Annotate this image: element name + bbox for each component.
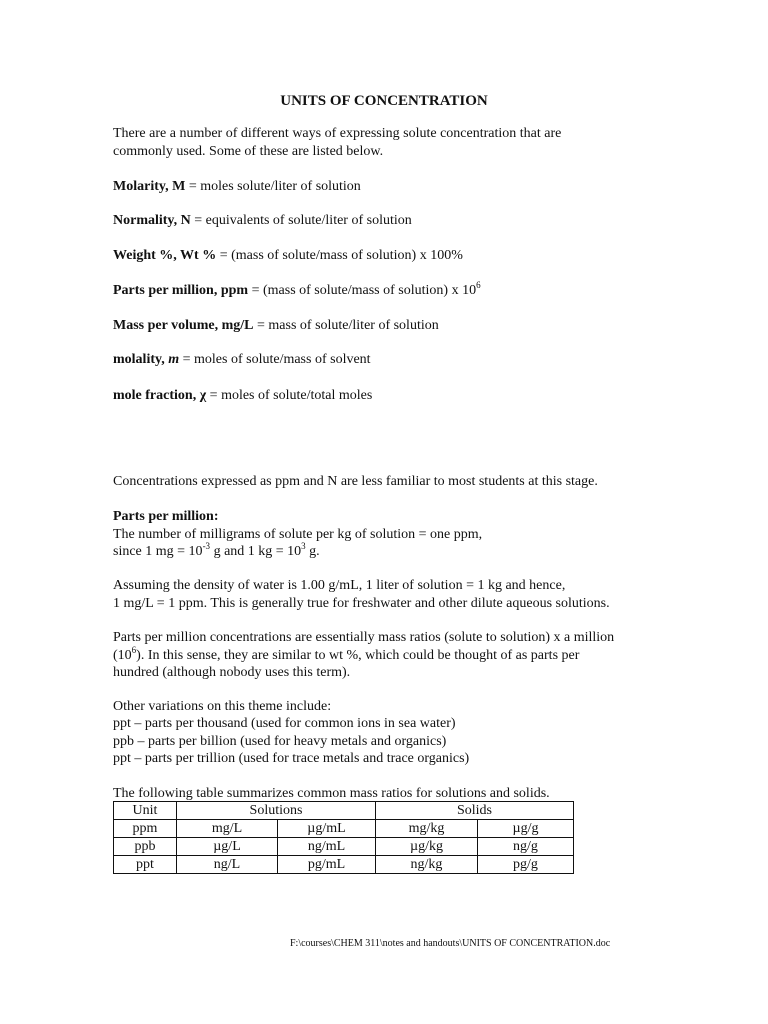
definition-text: = mass of solute/liter of solution <box>253 318 439 333</box>
definition-text: = (mass of solute/mass of solution) x 10 <box>248 283 477 298</box>
variation-item: ppt – parts per thousand (used for common ions in sea water) <box>113 716 456 731</box>
page-title: UNITS OF CONCENTRATION <box>280 93 488 109</box>
exponent: 3 <box>301 541 306 551</box>
mass-ratio-table <box>113 801 574 874</box>
footer-file-path: F:\courses\CHEM 311\notes and handouts\UNITS OF CONCENTRATION.doc <box>290 938 611 949</box>
header-solutions: Solutions <box>177 802 376 820</box>
table-intro: The following table summarizes common mass ratios for solutions and solids. <box>113 786 550 801</box>
definition-term: Parts per million, ppm <box>113 283 249 298</box>
table-cell: µg/mL <box>278 820 376 838</box>
definition-term: molality, <box>113 352 169 367</box>
table-cell: µg/L <box>177 838 278 856</box>
ratios-line-3: hundred (although nobody uses this term). <box>113 665 351 680</box>
definition-term: Molarity, M <box>113 179 186 194</box>
table-row <box>114 820 574 838</box>
variation-item: ppb – parts per billion (used for heavy metals and organics) <box>113 734 447 749</box>
table-row <box>114 838 574 856</box>
definition-mass-per-volume <box>113 317 439 334</box>
table-cell: mg/kg <box>376 820 478 838</box>
ppm-line-2 <box>113 543 320 560</box>
exponent: 6 <box>476 280 481 290</box>
table-header-row <box>114 802 574 820</box>
table-cell: µg/g <box>478 820 574 838</box>
definition-term: Weight %, Wt % <box>113 248 217 263</box>
table-cell: mg/L <box>177 820 278 838</box>
text-part: (10 <box>113 648 132 663</box>
table-cell: ng/kg <box>376 856 478 874</box>
table-cell: ng/mL <box>278 838 376 856</box>
definition-text: = moles of solute/mass of solvent <box>179 352 371 367</box>
intro-line-2: commonly used. Some of these are listed below. <box>113 144 384 159</box>
definition-text: = equivalents of solute/liter of solution <box>190 213 412 228</box>
definition-molality <box>113 351 371 368</box>
definition-symbol: χ <box>199 388 207 403</box>
definition-text: = moles of solute/total moles <box>206 388 373 403</box>
exponent: -3 <box>202 541 211 551</box>
definition-molarity <box>113 178 361 195</box>
familiar-note: Concentrations expressed as ppm and N are less familiar to most students at this stage. <box>113 474 598 489</box>
header-solids: Solids <box>376 802 574 820</box>
definition-term: Normality, N <box>113 213 191 228</box>
variation-item: ppt – parts per trillion (used for trace metals and trace organics) <box>113 751 470 766</box>
text-part: g. <box>305 544 320 559</box>
table-cell: ppt <box>114 856 177 874</box>
text-part: g and 1 kg = 10 <box>210 544 302 559</box>
ppm-heading <box>113 508 219 525</box>
table-row <box>114 856 574 874</box>
definition-term: mole fraction, <box>113 388 200 403</box>
definition-text: = (mass of solute/mass of solution) x 100% <box>216 248 463 263</box>
intro-line-1: There are a number of different ways of expressing solute concentration that are <box>113 126 562 141</box>
section-heading: Parts per million: <box>113 509 219 524</box>
definition-term: Mass per volume, mg/L <box>113 318 254 333</box>
definition-ppm <box>113 282 481 299</box>
definition-mole-fraction <box>113 387 372 404</box>
header-unit: Unit <box>114 802 177 820</box>
definition-weight-percent <box>113 247 463 264</box>
ppm-line-1: The number of milligrams of solute per kg of solution = one ppm, <box>113 527 483 542</box>
table-cell: pg/g <box>478 856 574 874</box>
variations-heading: Other variations on this theme include: <box>113 699 332 714</box>
text-part: since 1 mg = 10 <box>113 544 203 559</box>
table-cell: ppm <box>114 820 177 838</box>
ratios-line-2 <box>113 647 579 664</box>
ratios-line-1: Parts per million concentrations are essentially mass ratios (solute to solution) x a million <box>113 630 615 645</box>
exponent: 6 <box>131 645 137 655</box>
text-part: ). In this sense, they are similar to wt %, which could be thought of as parts per <box>136 648 580 663</box>
table-cell: µg/kg <box>376 838 478 856</box>
density-line-2: 1 mg/L = 1 ppm. This is generally true for freshwater and other dilute aqueous solutions. <box>113 596 610 611</box>
density-line-1: Assuming the density of water is 1.00 g/mL, 1 liter of solution = 1 kg and hence, <box>113 578 566 593</box>
definition-normality <box>113 212 412 229</box>
definition-symbol: m <box>168 352 180 367</box>
table-cell: ng/L <box>177 856 278 874</box>
table-cell: ppb <box>114 838 177 856</box>
table-cell: pg/mL <box>278 856 376 874</box>
table-cell: ng/g <box>478 838 574 856</box>
definition-text: = moles solute/liter of solution <box>185 179 361 194</box>
